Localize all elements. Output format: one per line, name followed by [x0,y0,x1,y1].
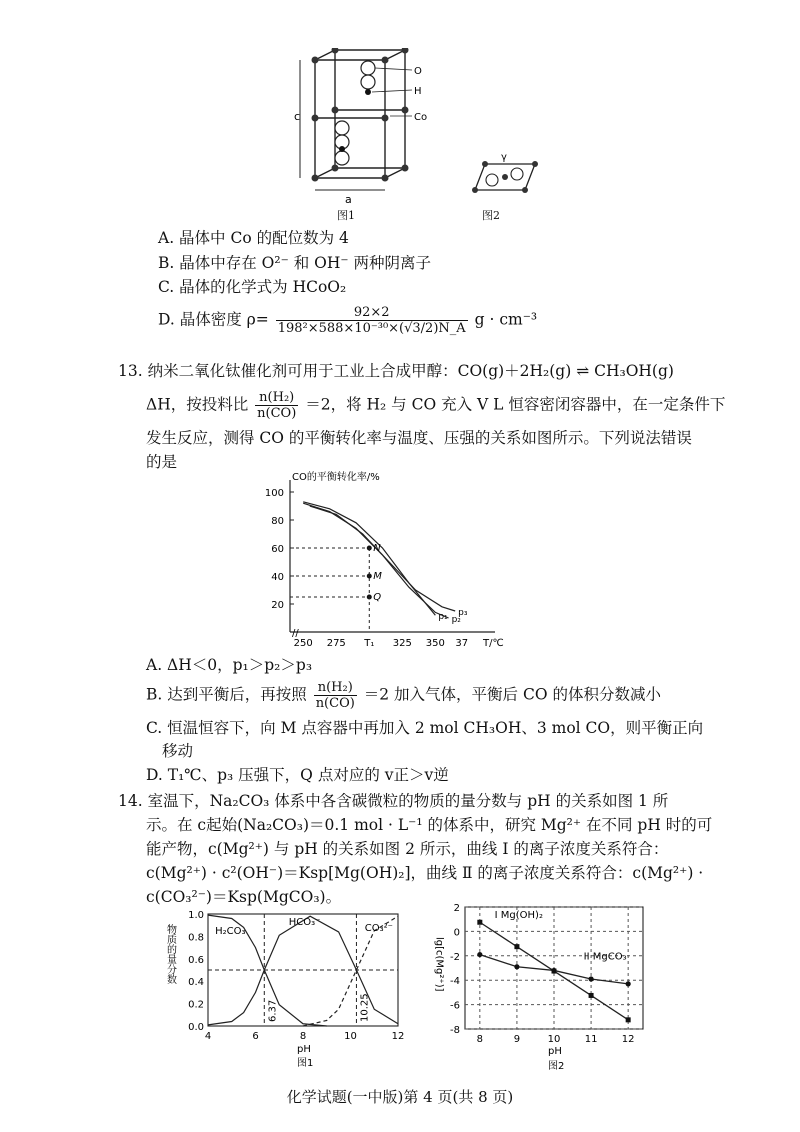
y-tick-label: 0.6 [188,954,204,966]
q13-line-2-pre: ΔH，按投料比 [146,395,249,414]
data-point [588,976,593,981]
y-tick-label: 60 [271,544,284,555]
q14-line-1: 14. 室温下，Na₂CO₃ 体系中各含碳微粒的物质的量分数与 pH 的关系如图 1 所 [118,792,669,810]
label-o: O [414,66,422,77]
y-tick-label: 0.2 [188,999,204,1011]
crystal-figure-1 [290,48,440,218]
x-tick-label: 8 [299,1031,307,1042]
x-tick-label: 10 [344,1031,357,1042]
y-tick-label: 0.0 [188,1022,204,1033]
q13-option-d: D. T₁℃、p₃ 压强下，Q 点对应的 v正＞v逆 [146,766,449,784]
x-tick-label: 8 [476,1034,484,1045]
x-tick-label: 275 [326,638,346,649]
q14-line-4: c(Mg²⁺) · c²(OH⁻)＝Ksp[Mg(OH)₂]，曲线 Ⅱ 的离子浓度关系符合：c(Mg²⁺) · [146,864,704,882]
data-point [626,1017,631,1022]
y-axis-label: CO的平衡转化率/% [292,472,380,483]
y-tick-label: 0.8 [188,932,204,944]
point-label: Q [373,592,382,603]
x-axis-label: pH [548,1046,562,1057]
q13-line-2 [146,390,725,421]
series-label: HCO₃⁻ [288,917,321,929]
q13-option-c-2: 移动 [162,742,194,760]
mg-concentration-chart [425,895,650,1075]
annotation-label: 10.25 [359,993,371,1022]
y-tick-label: -6 [450,1000,460,1012]
series-label: H₂CO₃ [215,926,246,938]
series-line-3 [310,506,455,611]
q12-d-denominator: 198²×588×10⁻³⁰×(√3/2)N_A [277,321,466,336]
q12-d-numerator: 92×2 [276,305,468,321]
y-axis-label: 物质的量分数 [164,924,176,984]
y-tick-label: 80 [271,516,284,527]
point-label: M [373,571,382,582]
x-axis-label: T/℃ [483,638,504,649]
x-tick-label: T₁ [364,638,375,649]
axis-break-mark: // [292,628,299,639]
label-co: Co [414,112,428,123]
x-tick-label: 6 [252,1031,259,1042]
y-tick-label: 1.0 [188,910,204,921]
series-label: p₂ [451,615,461,625]
data-point [551,968,556,973]
y-tick-label: 40 [271,572,284,583]
q12-option-a: A. 晶体中 Co 的配位数为 4 [158,229,349,247]
point-label: N [373,543,381,554]
y-tick-label: -2 [450,951,460,963]
q13-b-ratio-den: n(CO) [315,696,355,711]
q13-ratio-num: n(H₂) [255,390,298,406]
q12-option-d-prefix: D. 晶体密度 ρ= [158,310,269,329]
q13-line-2-post: ＝2，将 H₂ 与 CO 充入 V L 恒容密闭容器中，在一定条件下 [305,395,726,414]
y-tick-label: 20 [271,600,284,611]
q13-option-b [146,680,661,711]
series-label: II MgCO₃ [583,951,627,963]
q13-option-b-pre: B. 达到平衡后，再按照 [146,685,307,704]
q12-option-d [158,305,537,336]
q12-option-c: C. 晶体的化学式为 HCoO₂ [158,278,347,296]
chart-caption: 图1 [297,1058,314,1069]
q13-option-c-1: C. 恒温恒容下，向 M 点容器中再加入 2 mol CH₃OH、3 mol CO，则平衡正向 [146,719,704,737]
co-conversion-chart [245,470,520,655]
y-tick-label: 0 [453,927,460,939]
series-label: CO₃²⁻ [364,922,393,934]
q13-option-a: A. ΔH＜0，p₁＞p₂＞p₃ [146,656,313,674]
x-tick-label: 250 [293,638,313,649]
x-tick-label: 350 [425,638,445,649]
x-tick-label: 4 [204,1031,212,1042]
x-tick-label: 12 [391,1031,405,1042]
y-tick-label: 2 [453,903,460,914]
x-tick-label: 12 [621,1034,635,1045]
label-gamma: γ [501,152,507,163]
q14-line-5: c(CO₃²⁻)＝Ksp(MgCO₃)。 [146,888,342,906]
q13-line-3: 发生反应，测得 CO 的平衡转化率与温度、压强的关系如图所示。下列说法错误 [146,429,692,447]
x-tick-label: 11 [584,1034,598,1045]
fig2-caption: 图2 [482,209,500,222]
label-c: c [294,110,301,123]
q14-line-3: 能产物，c(Mg²⁺) 与 pH 的关系如图 2 所示，曲线 Ⅰ 的离子浓度关系符合： [146,840,669,858]
series-label: p₃ [458,608,468,618]
annotation-label: 6.37 [267,999,279,1022]
chart-caption: 图2 [548,1061,565,1072]
label-a: a [345,193,352,206]
x-axis-label: pH [297,1044,311,1055]
data-point [514,944,519,949]
label-h: H [414,86,422,97]
crystal-figure-2 [465,150,555,200]
series-label: p₁ [438,612,448,623]
species-fraction-chart [160,900,410,1075]
q13-line-4: 的是 [146,453,178,471]
x-tick-label: 10 [547,1034,561,1045]
y-tick-label: -8 [450,1025,460,1036]
y-tick-label: 100 [264,488,284,499]
q12-d-unit: g · cm⁻³ [474,310,538,329]
q13-option-b-post: ＝2 加入气体，平衡后 CO 的体积分数减小 [363,685,661,704]
data-point [477,952,482,957]
data-point [514,964,519,969]
x-tick-label: 37 [455,638,469,649]
q14-line-2: 示。在 c起始(Na₂CO₃)＝0.1 mol · L⁻¹ 的体系中，研究 Mg²⁺ 在不同 pH 时的可 [146,816,713,834]
x-tick-label: 9 [513,1034,521,1045]
data-point [589,993,594,998]
q13-ratio-den: n(CO) [257,406,297,421]
page-footer: 化学试题(一中版)第 4 页(共 8 页) [286,1088,514,1106]
data-point [626,981,631,986]
fig1-caption: 图1 [337,209,355,222]
series-label: I Mg(OH)₂ [494,909,543,921]
y-tick-label: 0.4 [188,977,204,989]
q13-line-1: 13. 纳米二氧化钛催化剂可用于工业上合成甲醇：CO(g)＋2H₂(g) ⇌ CH₃OH(g) [118,362,674,380]
q12-option-b: B. 晶体中存在 O²⁻ 和 OH⁻ 两种阴离子 [158,254,431,272]
x-tick-label: 325 [392,638,412,649]
data-point [477,920,482,925]
y-axis-label: lg[c(Mg²⁺)] [433,937,445,992]
y-tick-label: -4 [450,976,460,988]
q13-b-ratio-num: n(H₂) [314,680,357,696]
